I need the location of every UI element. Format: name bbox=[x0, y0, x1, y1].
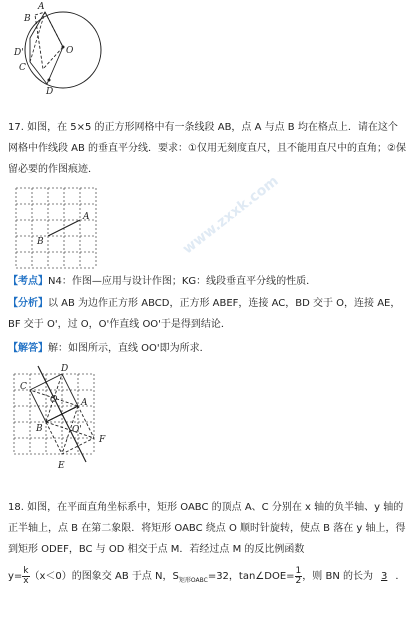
label-A-top: A bbox=[38, 2, 45, 12]
q17-number: 17. bbox=[8, 122, 24, 133]
q18-number: 18. bbox=[8, 502, 24, 513]
q18-question bbox=[8, 497, 406, 560]
fenxi-tag: 【分析】 bbox=[8, 298, 48, 309]
label-Dprime-top: D' bbox=[14, 48, 24, 58]
q17-jieda bbox=[8, 338, 406, 359]
fenxi-text: 以 AB 为边作正方形 ABCD，正方形 ABEF，连接 AC，BD 交于 O，连接 AE，BF 交于 O'，过 O，O'作直线 OO'于是得到结论． bbox=[8, 298, 401, 330]
label-D-ans: D bbox=[61, 364, 69, 374]
q17-answer-figure bbox=[6, 362, 116, 472]
q18-end: ． bbox=[395, 571, 406, 582]
one-num: 1 bbox=[295, 565, 302, 576]
label-O-top: O bbox=[66, 46, 74, 56]
kaodian-text: N4：作图—应用与设计作图；KG：线段垂直平分线的性质． bbox=[48, 276, 317, 287]
y-eq: y= bbox=[8, 571, 23, 582]
kaodian-tag: 【考点】 bbox=[8, 276, 48, 287]
k-num: k bbox=[23, 565, 29, 576]
q18-formula-line bbox=[8, 565, 406, 593]
q18-text: 如图，在平面直角坐标系中，矩形 OABC 的顶点 A、C 分别在 x 轴的负半轴、y 轴的正半轴上，点 B 在第二象限．将矩形 OABC 绕点 O 顺时针旋转，使点 B 落在 y 轴上，得到矩形 ODEF，BC 与 OD 相交于点 M．若经过点 M 的反比例函数 bbox=[8, 502, 406, 555]
q17-grid-figure bbox=[14, 186, 104, 276]
label-B-grid: B bbox=[37, 237, 44, 247]
top-circle-figure bbox=[0, 0, 130, 105]
k-over-x-fraction bbox=[22, 567, 29, 586]
label-B-ans: B bbox=[36, 424, 43, 434]
q17-kaodian bbox=[8, 271, 406, 292]
watermark: www.zxxk.com bbox=[179, 173, 282, 258]
q17-fenxi bbox=[8, 293, 406, 335]
label-A-grid: A bbox=[83, 212, 90, 222]
label-C-top: C bbox=[19, 63, 26, 73]
jieda-text: 解：如图所示，直线 OO'即为所求． bbox=[48, 343, 210, 354]
label-F-ans: F bbox=[99, 435, 106, 445]
label-A-ans: A bbox=[81, 398, 88, 408]
q17-text: 如图，在 5×5 的正方形网格中有一条线段 AB，点 A 与点 B 均在格点上．请在这个网格中作线段 AB 的垂直平分线．要求：①仅用无刻度直尺，且不能用直尺中的直角；②保留必要的作图痕迹． bbox=[8, 122, 406, 175]
x-den: x bbox=[23, 575, 29, 586]
rect-subscript: 矩形OABC bbox=[178, 577, 208, 584]
label-D-top: D bbox=[46, 87, 54, 97]
label-Oprime-ans: O' bbox=[72, 425, 82, 435]
label-B-top: B bbox=[24, 14, 31, 24]
two-den: 2 bbox=[295, 575, 302, 586]
q18-cond: （x＜0）的图象交 AB 于点 N，S bbox=[29, 571, 179, 582]
q18-tail: ，则 BN 的长为 bbox=[302, 571, 373, 582]
q18-after-sub: =32，tan∠DOE= bbox=[207, 571, 295, 582]
label-E-ans: E bbox=[58, 461, 65, 471]
label-O-ans: O bbox=[50, 395, 58, 405]
jieda-tag: 【解答】 bbox=[8, 343, 48, 354]
label-C-ans: C bbox=[20, 382, 27, 392]
q17-question bbox=[8, 117, 406, 180]
q18-answer: 3 bbox=[380, 571, 388, 582]
